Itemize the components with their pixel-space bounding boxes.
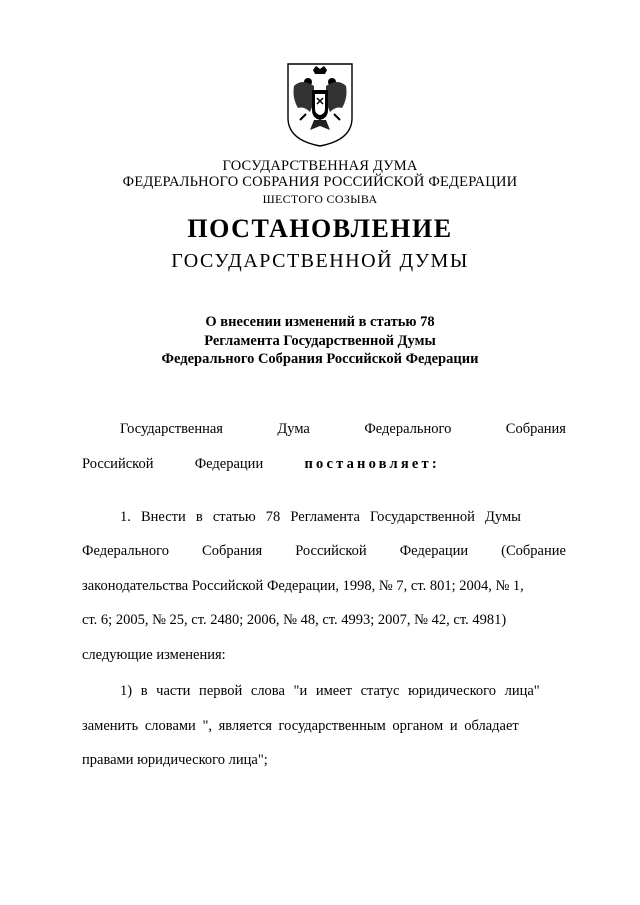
p1-line-1: 1. Внести в статью 78 Регламента Государственной Думы — [120, 509, 521, 525]
p1-word: Российской — [295, 543, 367, 559]
p1-word: Федерального — [82, 543, 170, 559]
p1-word: Федерации — [399, 543, 469, 559]
preamble-word: Государственная — [120, 421, 223, 437]
preamble-word: Собрания — [505, 421, 566, 437]
coat-of-arms-emblem-icon — [284, 60, 356, 148]
p1-line-5: следующие изменения: — [82, 647, 226, 663]
subject-line-1: О внесении изменений в статью 78 — [205, 314, 435, 330]
subject-line-2: Регламента Государственной Думы — [204, 333, 436, 349]
preamble-line-1 — [120, 421, 566, 438]
p1-line-2 — [82, 543, 566, 560]
convocation-line: ШЕСТОГО СОЗЫВА — [262, 192, 378, 206]
p2-line-1: 1) в части первой слова "и имеет статус юридического лица" — [120, 683, 540, 699]
preamble-word: Федерации — [194, 456, 264, 472]
subject-line-3: Федерального Собрания Российской Федерации — [161, 351, 479, 367]
preamble-line-2 — [82, 456, 566, 473]
preamble-word: Российской — [82, 456, 154, 472]
p1-line-3: законодательства Российской Федерации, 1998, № 7, ст. 801; 2004, № 1, — [82, 578, 524, 594]
preamble-word: Дума — [277, 421, 310, 437]
p2-line-2: заменить словами ", является государственным органом и обладает — [82, 718, 519, 734]
p2-line-3: правами юридического лица"; — [82, 752, 268, 768]
document-subtitle: ГОСУДАРСТВЕННОЙ ДУМЫ — [171, 250, 469, 272]
issuer-line-2: ФЕДЕРАЛЬНОГО СОБРАНИЯ РОССИЙСКОЙ ФЕДЕРАЦИИ — [122, 174, 518, 190]
p1-word: (Собрание — [501, 543, 566, 559]
issuer-line-1: ГОСУДАРСТВЕННАЯ ДУМА — [222, 158, 418, 174]
p1-line-4: ст. 6; 2005, № 25, ст. 2480; 2006, № 48, ст. 4993; 2007, № 42, ст. 4981) — [82, 612, 507, 628]
preamble-word: Федерального — [364, 421, 452, 437]
document-title: ПОСТАНОВЛЕНИЕ — [187, 214, 453, 243]
p1-word: Собрания — [202, 543, 263, 559]
resolves-word: постановляет: — [304, 456, 440, 472]
